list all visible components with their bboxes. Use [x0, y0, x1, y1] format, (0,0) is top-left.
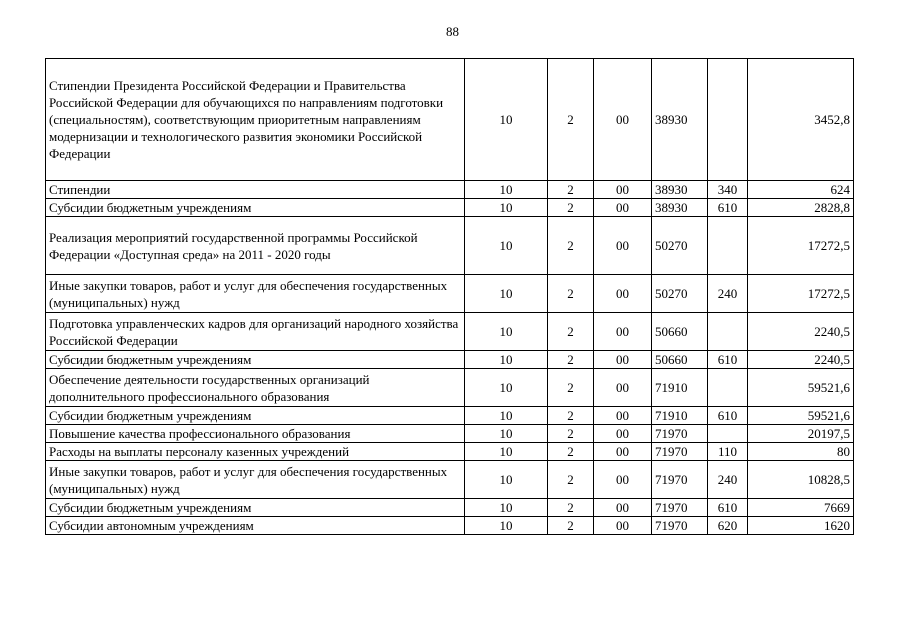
row-program: 00: [594, 59, 652, 181]
row-section: 10: [465, 351, 548, 369]
row-program: 00: [594, 181, 652, 199]
row-program: 00: [594, 369, 652, 407]
row-section: 10: [465, 517, 548, 535]
row-name: Иные закупки товаров, работ и услуг для обеспечения государственных (муниципальных) нужд: [46, 275, 465, 313]
row-amount: 10828,5: [748, 461, 854, 499]
table-row: [46, 407, 854, 425]
row-subsection: 2: [548, 517, 594, 535]
row-section: 10: [465, 369, 548, 407]
row-amount: 3452,8: [748, 59, 854, 181]
row-article: 71910: [652, 407, 708, 425]
row-subsection: 2: [548, 275, 594, 313]
row-article: 38930: [652, 59, 708, 181]
row-program: 00: [594, 425, 652, 443]
table-row: [46, 313, 854, 351]
row-subsection: 2: [548, 443, 594, 461]
row-name: Стипендии: [46, 181, 465, 199]
row-article: 50660: [652, 351, 708, 369]
row-program: 00: [594, 443, 652, 461]
row-subsection: 2: [548, 351, 594, 369]
table-row: [46, 425, 854, 443]
table-row: [46, 443, 854, 461]
row-subsection: 2: [548, 461, 594, 499]
row-article: 71970: [652, 425, 708, 443]
row-section: 10: [465, 443, 548, 461]
row-section: 10: [465, 181, 548, 199]
row-expense-type: [708, 425, 748, 443]
row-name: Субсидии бюджетным учреждениям: [46, 199, 465, 217]
row-article: 38930: [652, 199, 708, 217]
row-amount: 17272,5: [748, 275, 854, 313]
row-subsection: 2: [548, 425, 594, 443]
row-amount: 20197,5: [748, 425, 854, 443]
row-expense-type: 610: [708, 499, 748, 517]
row-name: Расходы на выплаты персоналу казенных учреждений: [46, 443, 465, 461]
table-row: [46, 181, 854, 199]
row-name: Субсидии бюджетным учреждениям: [46, 499, 465, 517]
row-name: Субсидии бюджетным учреждениям: [46, 407, 465, 425]
row-article: 50660: [652, 313, 708, 351]
row-program: 00: [594, 517, 652, 535]
row-name: Обеспечение деятельности государственных организаций дополнительного профессионального образования: [46, 369, 465, 407]
table-row: [46, 351, 854, 369]
row-program: 00: [594, 407, 652, 425]
row-section: 10: [465, 313, 548, 351]
row-article: 38930: [652, 181, 708, 199]
table-row: [46, 369, 854, 407]
row-expense-type: 610: [708, 407, 748, 425]
row-expense-type: [708, 217, 748, 275]
table-row: [46, 199, 854, 217]
table-row: [46, 59, 854, 181]
row-subsection: 2: [548, 217, 594, 275]
row-program: 00: [594, 351, 652, 369]
row-program: 00: [594, 313, 652, 351]
row-section: 10: [465, 461, 548, 499]
row-section: 10: [465, 499, 548, 517]
row-amount: 80: [748, 443, 854, 461]
row-subsection: 2: [548, 181, 594, 199]
row-article: 50270: [652, 275, 708, 313]
row-program: 00: [594, 217, 652, 275]
page-number: 88: [446, 24, 459, 39]
row-article: 71910: [652, 369, 708, 407]
row-expense-type: 240: [708, 461, 748, 499]
row-section: 10: [465, 217, 548, 275]
row-program: 00: [594, 275, 652, 313]
row-expense-type: 620: [708, 517, 748, 535]
row-program: 00: [594, 461, 652, 499]
row-expense-type: 610: [708, 351, 748, 369]
row-subsection: 2: [548, 407, 594, 425]
table-body: [46, 59, 854, 535]
row-article: 50270: [652, 217, 708, 275]
table-row: [46, 217, 854, 275]
row-name: Субсидии бюджетным учреждениям: [46, 351, 465, 369]
row-article: 71970: [652, 443, 708, 461]
table-row: [46, 461, 854, 499]
table-row: [46, 499, 854, 517]
row-name: Иные закупки товаров, работ и услуг для обеспечения государственных (муниципальных) нужд: [46, 461, 465, 499]
row-subsection: 2: [548, 199, 594, 217]
row-amount: 2240,5: [748, 313, 854, 351]
row-name: Стипендии Президента Российской Федерации и Правительства Российской Федерации для обучающихся по направлениям подготовки (специальностям), соответствующим приоритетным направлениям модернизации и технологического развития экономики Российской Федерации: [46, 59, 465, 181]
row-expense-type: [708, 59, 748, 181]
row-expense-type: 340: [708, 181, 748, 199]
row-subsection: 2: [548, 369, 594, 407]
row-amount: 1620: [748, 517, 854, 535]
row-amount: 59521,6: [748, 407, 854, 425]
row-amount: 2828,8: [748, 199, 854, 217]
row-subsection: 2: [548, 499, 594, 517]
row-name: Субсидии автономным учреждениям: [46, 517, 465, 535]
row-name: Повышение качества профессионального образования: [46, 425, 465, 443]
budget-table: [45, 58, 854, 535]
row-program: 00: [594, 499, 652, 517]
row-article: 71970: [652, 499, 708, 517]
row-expense-type: 110: [708, 443, 748, 461]
row-section: 10: [465, 275, 548, 313]
row-expense-type: [708, 313, 748, 351]
row-name: Подготовка управленческих кадров для организаций народного хозяйства Российской Федерации: [46, 313, 465, 351]
row-section: 10: [465, 407, 548, 425]
row-subsection: 2: [548, 313, 594, 351]
row-article: 71970: [652, 517, 708, 535]
table-row: [46, 275, 854, 313]
row-section: 10: [465, 199, 548, 217]
row-article: 71970: [652, 461, 708, 499]
row-expense-type: 240: [708, 275, 748, 313]
row-name: Реализация мероприятий государственной программы Российской Федерации «Доступная среда» на 2011 - 2020 годы: [46, 217, 465, 275]
row-amount: 17272,5: [748, 217, 854, 275]
row-section: 10: [465, 59, 548, 181]
row-program: 00: [594, 199, 652, 217]
row-expense-type: 610: [708, 199, 748, 217]
row-subsection: 2: [548, 59, 594, 181]
row-section: 10: [465, 425, 548, 443]
row-amount: 2240,5: [748, 351, 854, 369]
row-amount: 59521,6: [748, 369, 854, 407]
row-amount: 7669: [748, 499, 854, 517]
row-amount: 624: [748, 181, 854, 199]
table-row: [46, 517, 854, 535]
row-expense-type: [708, 369, 748, 407]
